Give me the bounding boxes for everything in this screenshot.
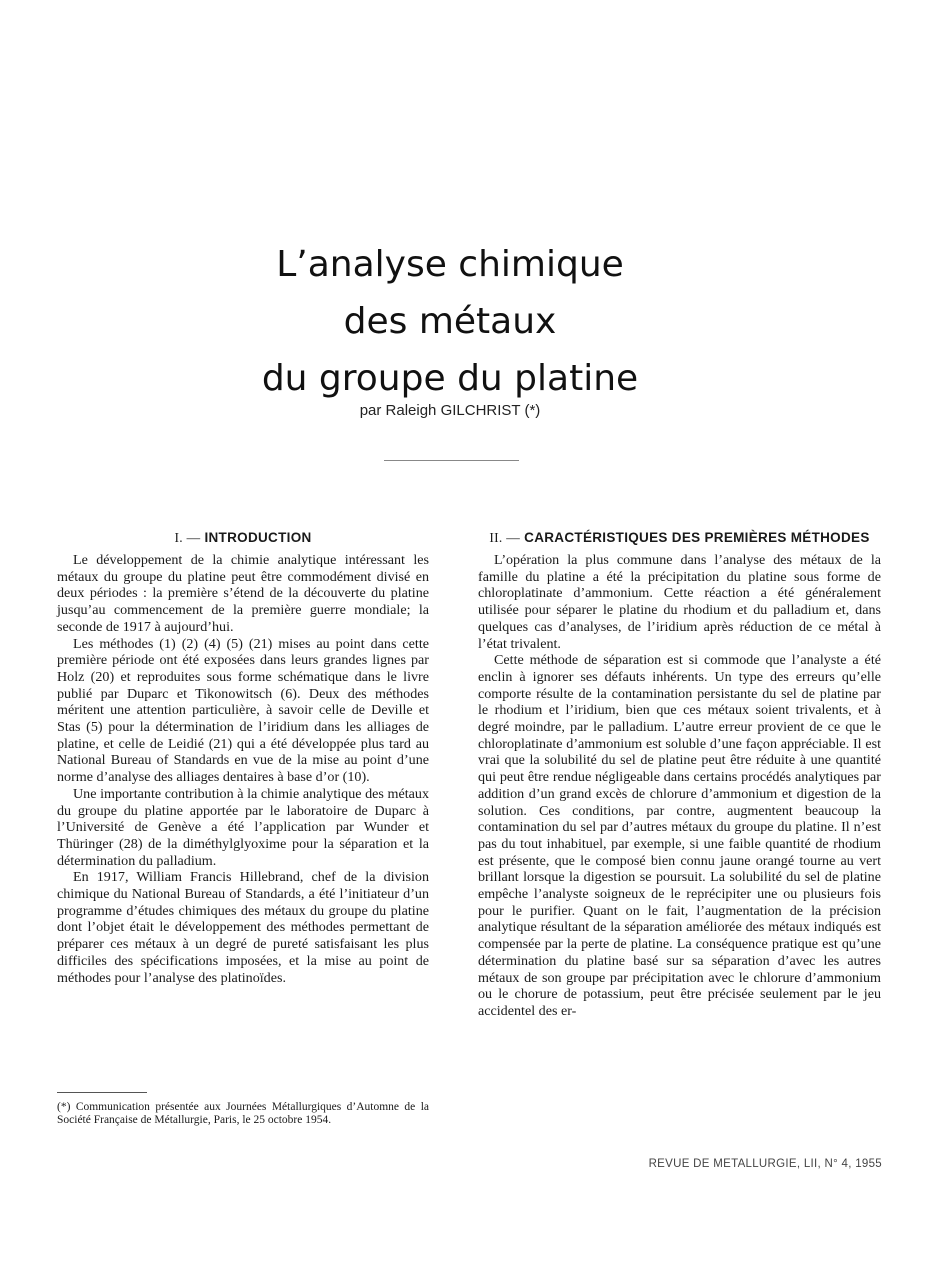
paragraph: Les méthodes (1) (2) (4) (5) (21) mises au point dans cette première période ont été exposées dans leurs grandes lignes par Holz (20) et reproduites sous forme schématique dans le livre publié par Duparc et Tikonowitsch (6). Deux des méthodes méritent une attention particulière, à savoir celle de Deville et Stas (5) pour la détermination de l’iridium dans les alliages de platine, et celle de Leidié (21) qui a été développée plus tard au National Bureau of Standards en vue de la mise au point d’une norme d’analyse des alliages dentaires à base d’or (10). — [57, 635, 429, 786]
paragraph: Une importante contribution à la chimie analytique des métaux du groupe du platine apportée par le laboratoire de Duparc à l’Université de Genève a été l’application par Wunder et Thüringer (28) de la diméthylglyoxime pour la séparation et la détermination du palladium. — [57, 785, 429, 869]
title-line-3: du groupe du platine — [261, 358, 639, 400]
title-divider — [384, 460, 519, 461]
section-heading-introduction — [57, 530, 429, 546]
footnote-divider — [57, 1092, 147, 1093]
title-line-2: des métaux — [343, 301, 557, 343]
section-title: CARACTÉRISTIQUES DES PREMIÈRES MÉTHODES — [524, 530, 870, 545]
paragraph: Le développement de la chimie analytique intéressant les métaux du groupe du platine peut être commodément divisé en deux périodes : la première s’étend de la découverte du platine jusqu’au commencement de la première guerre mondiale; la seconde de 1917 à aujourd’hui. — [57, 552, 429, 635]
column-right — [478, 530, 881, 1020]
footnote: (*) Communication présentée aux Journées Métallurgiques d’Automne de la Société Française de Métallurgie, Paris, le 25 octobre 1954. — [57, 1101, 429, 1126]
article-title — [120, 236, 780, 407]
author-byline: par Raleigh GILCHRIST (*) — [359, 402, 541, 419]
paragraph: Cette méthode de séparation est si commode que l’analyste a été enclin à ignorer ses défauts inhérents. Un type des erreurs qu’elle comporte résulte de la contamination persistante du sel de platine par le rhodium et l’iridium, bien que ces métaux soient trivalents, et à degré moindre, par le palladium. L’autre erreur provient de ce que le chloroplatinate d’ammonium est soluble d’une façon appréciable. Il est vrai que la solubilité du sel de platine peut être réduite à une quantité qui peut être rendue négligeable dans certains procédés analytiques par addition d’un grand excès de chlorure d’ammonium et digestion de la solution. Ces conditions, par contre, augmentent beaucoup la contamination du sel par d’autres métaux du groupe du platine. Il n’est pas du tout inhabituel, par exemple, si une faible quantité de rhodium est présente, que le composé bien connu jaune orangé tourne au vert brillant lorsque la digestion se poursuit. La solubilité du sel de platine empêche l’analyste soigneux de le reprécipiter une ou plusieurs fois pour le purifier. Quant on le fait, l’augmentation de la précision analytique résultant de la séparation améliorée des métaux indiqués est compensée par la perte de platine. La conséquence pratique est qu’une détermination du platine basé sur sa séparation d’avec les autres métaux de son groupe par précipitation avec le chlorure d’ammonium ou le chorure de potassium, peut être précisée seulement par le jeu accidentel des er- — [478, 652, 881, 1019]
journal-footer: REVUE DE METALLURGIE, LII, N° 4, 1955 — [648, 1158, 882, 1170]
paragraph: En 1917, William Francis Hillebrand, chef de la division chimique du National Bureau of Standards, a été l’initiateur d’un programme d’études chimiques des métaux du groupe du platine dont l’objet était le développement des méthodes permettant de préparer ces métaux à un degré de pureté satisfaisant les plus difficiles des spécifications imposées, et la mise au point de méthodes pour l’analyse des platinoïdes. — [57, 869, 429, 986]
section-number: I. — — [174, 530, 201, 545]
paragraph: L’opération la plus commune dans l’analyse des métaux de la famille du platine a été la précipitation du platine sous forme de chloroplatinate d’ammonium. Cette réaction a été généralement utilisée pour séparer le platine du rhodium et du palladium et, dans quelques cas d’analyses, de l’iridium après réduction de ce métal à l’état trivalent. — [478, 552, 881, 652]
column-left — [57, 530, 429, 986]
section-number: II. — — [489, 530, 521, 545]
section-heading-early-methods — [478, 530, 881, 546]
section-title: INTRODUCTION — [204, 530, 312, 545]
title-line-1: L’analyse chimique — [276, 244, 624, 286]
